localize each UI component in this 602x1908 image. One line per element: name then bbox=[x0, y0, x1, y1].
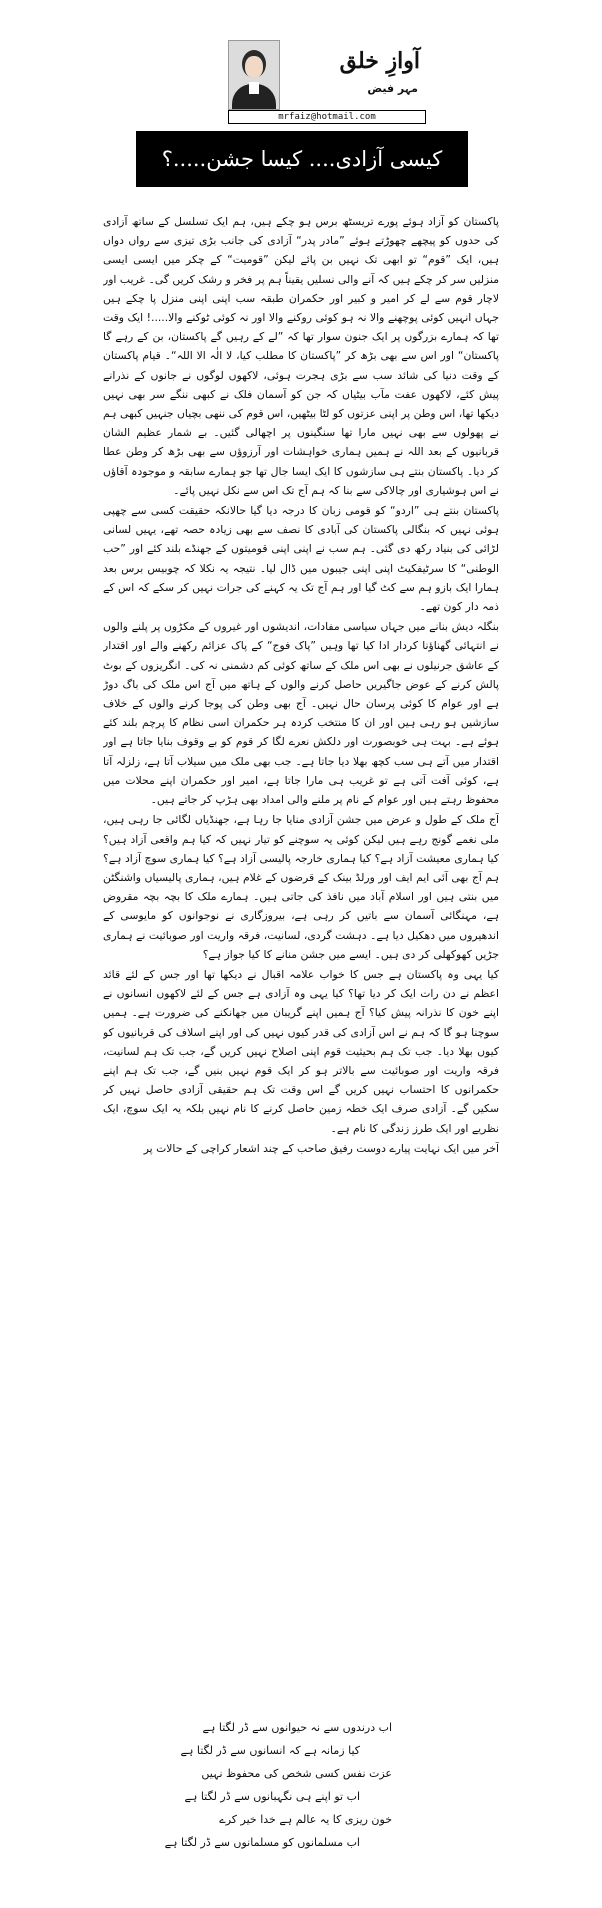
article-title: کیسی آزادی.... کیسا جشن.....؟ bbox=[161, 147, 443, 171]
poem-line: کیا زمانہ ہے کہ انسانوں سے ڈر لگتا ہے bbox=[180, 1744, 360, 1757]
article-paragraph: پاکستان بنتے ہی ”اردو“ کو قومی زبان کا درجہ دیا گیا حالانکہ حقیقت کسی سے چھپی ہوئی نہیں کہ بنگالی پاکستان کی آبادی کا نصف سے بھی زیادہ حصہ تھے، یہیں لسانی لڑائی کی بنیاد رکھ دی گئی۔ ہم سب نے اپنی اپنی قومیتوں کے جھنڈے بلند کئے اور ”حب الوطنی“ کا سرٹیفکیٹ اپنی اپنی جیبوں میں ڈال لیا۔ نتیجہ یہ نکلا کہ چوبیس برس بعد ہمارا ایک بازو ہم سے کٹ گیا اور ہم آج تک یہ کہنے کی جرات نہیں کر سکے کہ اس کے ذمہ دار کون تھے۔ bbox=[103, 504, 499, 614]
article-paragraph: آخر میں ایک نہایت پیارے دوست رفیق صاحب کے چند اشعار کراچی کے حالات پر bbox=[143, 1141, 499, 1155]
poem bbox=[150, 1716, 400, 1854]
poem-line: اب مسلمانوں کو مسلمانوں سے ڈر لگتا ہے bbox=[164, 1836, 360, 1849]
article-body bbox=[103, 212, 499, 1708]
poem-line: اب درندوں سے نہ حیوانوں سے ڈر لگتا ہے bbox=[202, 1721, 392, 1734]
poem-couplet bbox=[150, 1808, 400, 1854]
column-header bbox=[228, 40, 424, 122]
article-title-banner bbox=[136, 131, 468, 187]
article-paragraph: پاکستان کو آزاد ہوئے پورے تریسٹھ برس ہو چکے ہیں، ہم ایک تسلسل کے ساتھ آزادی کی حدوں کو پیچھے چھوڑتے ہوئے ”مادر پدر“ آزادی کی جانب بڑی تیزی سے رواں دواں ہیں، ایک ”قوم“ تو ابھی تک نہیں بن پائے لیکن ”قومیت“ کے چکر میں ایسی ایسی منزلیں سر کر چکے ہیں کہ آنے والی نسلیں یقیناً ہم پر فخر و رشک کریں گی۔ غریب اور لاچار قوم سے لے کر امیر و کبیر اور حکمران طبقہ سب اپنی اپنی منزل پا چکے ہیں جہاں انہیں کوئی پوچھنے والا نہ ہو کوئی روکنے والا اور نہ کوئی ٹوکنے والا.....! ایک وقت تھا کہ ہمارے بزرگوں پر ایک جنون سوار تھا کہ ”لے کے رہیں گے پاکستان، بن کے رہے گا پاکستان“ اور اس سے بھی بڑھ کر ”پاکستان کا مطلب کیا، لا الٰہ الا اللہ“۔ قیام پاکستان کے وقت دنیا کی شائد سب سے بڑی ہجرت ہوئی، لاکھوں لوگوں نے جانوں کے نذرانے پیش کئے، لاکھوں عفت مآب بیٹیاں کہ جن کو آسمان فلک نے کبھی ننگے سر بھی نہیں دیکھا تھا، اس وطن پر اپنی عزتوں کو لٹا بیٹھیں، اس قوم کی ننھی بچیاں جنہیں کبھی ہم نے پھولوں سے بھی نہیں مارا تھا سنگینوں پر اچھالی گئیں۔ بے شمار عظیم الشان قربانیوں کے بعد اللہ نے ہمیں ہماری خواہشات اور آرزوؤں سے بھی بڑھ کر وطن عطا کر دیا۔ پاکستان بنتے ہی سازشوں کا ایک ایسا جال تھا جو ہمارے سابقہ و موجودہ آقاؤں نے اس ہوشیاری اور چالاکی سے بنا کہ ہم آج تک اس سے نکل نہیں پائے۔ bbox=[103, 215, 499, 497]
author-email: mrfaiz@hotmail.com bbox=[228, 110, 426, 124]
author-name: مہر فیض bbox=[367, 82, 418, 95]
column-title: آوازِ خلق bbox=[339, 48, 420, 74]
poem-line: خون ریزی کا یہ عالم ہے خدا خیر کرے bbox=[219, 1813, 392, 1826]
poem-line: عزت نفس کسی شخص کی محفوظ نہیں bbox=[201, 1767, 392, 1780]
poem-couplet bbox=[150, 1716, 400, 1762]
article-paragraph: کیا یہی وہ پاکستان ہے جس کا خواب علامہ اقبال نے دیکھا تھا اور جس کے لئے قائد اعظم نے دن رات ایک کر دیا تھا؟ کیا یہی وہ آزادی ہے جس کے لئے لاکھوں انسانوں نے اپنے خون کا نذرانہ پیش کیا؟ آج ہمیں اپنے گریبان میں جھانکنے کی ضرورت ہے۔ ہمیں سوچنا ہو گا کہ ہم نے اس آزادی کی قدر کیوں نہیں کی اور اپنے اسلاف کی قربانیوں کو کیوں بھلا دیا۔ جب تک ہم بحیثیت قوم اپنی اصلاح نہیں کریں گے، جب تک ہم لسانیت، فرقہ واریت اور صوبائیت سے بالاتر ہو کر ایک قوم نہیں بنیں گے، جب تک ہم اپنے حکمرانوں کا احتساب نہیں کریں گے اس وقت تک ہم حقیقی آزادی حاصل نہیں کر سکیں گے۔ آزادی صرف ایک خطہ زمین حاصل کرنے کا نام نہیں بلکہ یہ ایک سوچ، ایک نظریے اور ایک طرز زندگی کا نام ہے۔ bbox=[103, 967, 499, 1135]
article-paragraph: بنگلہ دیش بنانے میں جہاں سیاسی مفادات، اندیشوں اور غیروں کے مکڑوں پر پلنے والوں نے انتہائی گھناؤنا کردار ادا کیا تھا وہیں ”پاک فوج“ کے پاک عزائم رکھنے والے اور اقتدار کے عاشق جرنیلوں نے بھی اس ملک کے ساتھ کوئی کم دشمنی نہ کی۔ انگریزوں کے بوٹ پالش کرنے کے عوض جاگیریں حاصل کرنے والوں کے ہاتھ میں آج اس ملک کی باگ دوڑ ہے اور عوام کا کوئی پرسان حال نہیں۔ آج بھی وطن کی پوجا کرنے والوں کے خلاف سازشیں ہو رہی ہیں اور ان کا منتخب کردہ ہر حکمران اسی نظام کا پرچم بلند کئے ہوئے ہے۔ بہت ہی خوبصورت اور دلکش نعرے لگا کر قوم کو بے وقوف بنایا جاتا ہے اور اقتدار میں آتے ہی سب کچھ بھلا دیا جاتا ہے۔ جب بھی ملک میں سیلاب آتا ہے، زلزلہ آتا ہے، کوئی آفت آتی ہے تو غریب ہی مارا جاتا ہے، امیر اور حکمران اپنے محلات میں محفوظ رہتے ہیں اور عوام کے نام پر ملنے والی امداد بھی ہڑپ کر جاتے ہیں۔ bbox=[103, 620, 499, 807]
article-paragraph: آج ملک کے طول و عرض میں جشن آزادی منایا جا رہا ہے، جھنڈیاں لگائی جا رہی ہیں، ملی نغمے گونج رہے ہیں لیکن کوئی یہ سوچنے کو تیار نہیں کہ کیا ہم واقعی آزاد ہیں؟ کیا ہماری معیشت آزاد ہے؟ کیا ہماری خارجہ پالیسی آزاد ہے؟ کیا ہماری سوچ آزاد ہے؟ ہم آج بھی آئی ایم ایف اور ورلڈ بینک کے قرضوں کے غلام ہیں، ہماری پالیسیاں واشنگٹن میں بنتی ہیں اور اسلام آباد میں نافذ کی جاتی ہیں۔ ہمارے ملک کا بچہ بچہ مقروض ہے، مہنگائی آسمان سے باتیں کر رہی ہے، بیروزگاری نے نوجوانوں کو مایوسی کے اندھیروں میں دھکیل دیا ہے۔ دہشت گردی، لسانیت، فرقہ واریت اور صوبائیت نے ہماری جڑیں کھوکھلی کر دی ہیں۔ ایسے میں جشن منانے کا کیا جواز ہے؟ bbox=[103, 813, 499, 961]
poem-line: اب تو اپنے ہی نگہبانوں سے ڈر لگتا ہے bbox=[184, 1790, 360, 1803]
author-photo bbox=[228, 40, 280, 110]
poem-couplet bbox=[150, 1762, 400, 1808]
